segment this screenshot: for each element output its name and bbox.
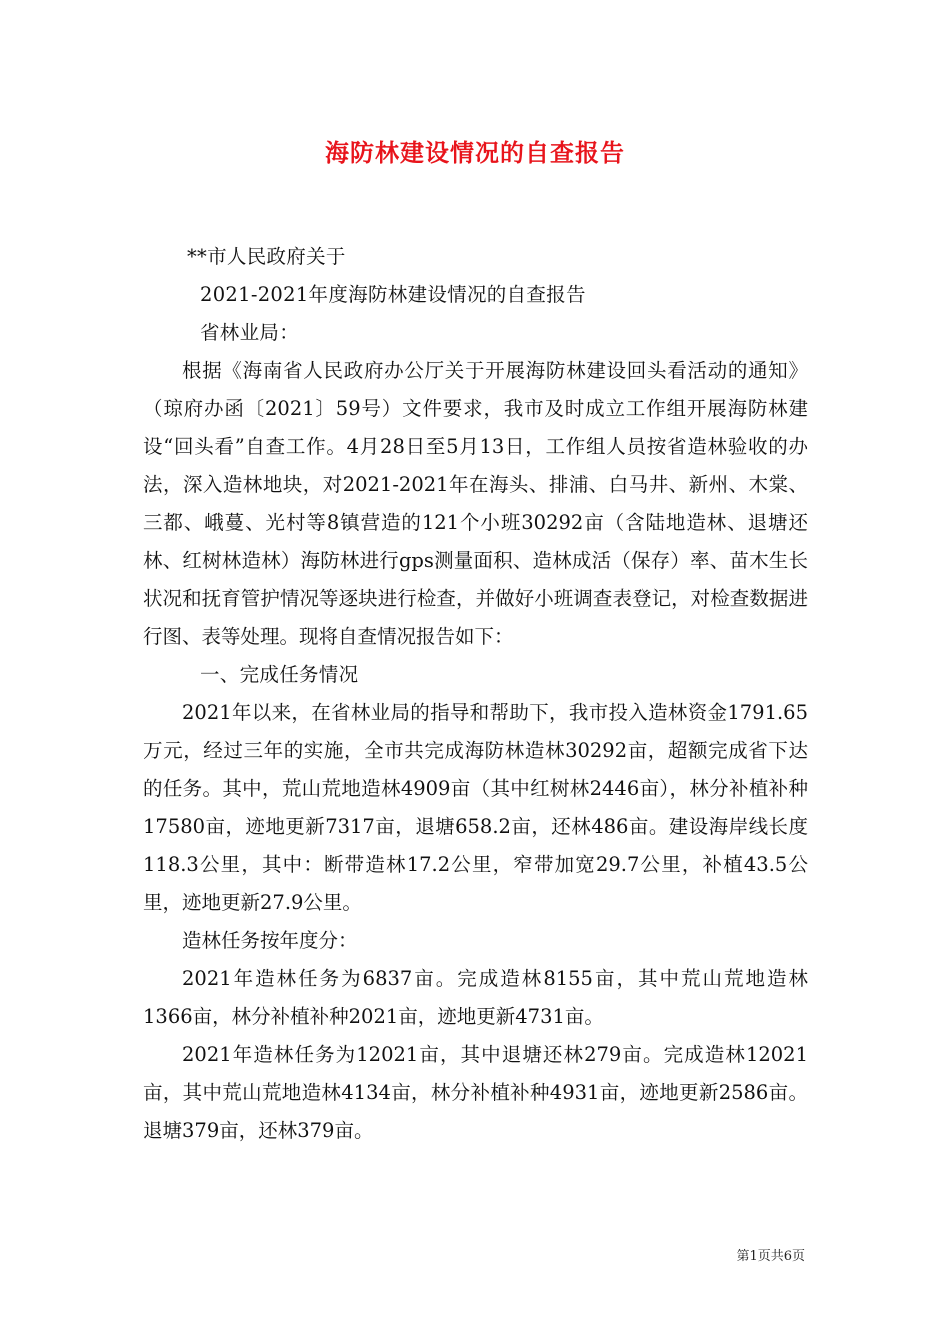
- section-1-paragraph-1: 2021年以来，在省林业局的指导和帮助下，我市投入造林资金1791.65万元，经过三年的实施，全市共完成海防林造林30292亩，超额完成省下达的任务。其中，荒山荒地造林4909亩（其中红树林2446亩），林分补植补种17580亩，迹地更新7317亩，退塘658.2亩，还林486亩。建设海岸线长度118.3公里，其中：断带造林17.2公里，窄带加宽29.7公里，补植43.5公里，迹地更新27.9公里。: [143, 701, 808, 914]
- intro-paragraph: 根据《海南省人民政府办公厅关于开展海防林建设回头看活动的通知》（琼府办函〔2021〕59号）文件要求，我市及时成立工作组开展海防林建设“回头看”自查工作。4月28日至5月13日，工作组人员按省造林验收的办法，深入造林地块，对2021-2021年在海头、排浦、白马井、新州、木棠、三都、峨蔓、光村等8镇营造的121个小班30292亩（含陆地造林、退塘还林、红树林造林）海防林进行gps测量面积、造林成活（保存）率、苗木生长状况和抚育管护情况等逐块进行检查，并做好小班调查表登记，对检查数据进行图、表等处理。现将自查情况报告如下：: [143, 359, 808, 648]
- header-line-2: 2021-2021年度海防林建设情况的自查报告: [200, 283, 586, 306]
- section-1-heading: 一、完成任务情况: [200, 663, 359, 686]
- header-line-1: **市人民政府关于: [187, 245, 346, 268]
- document-title: 海防林建设情况的自查报告: [325, 139, 625, 167]
- section-1-paragraph-4: 2021年造林任务为12021亩，其中退塘还林279亩。完成造林12021亩，其中荒山荒地造林4134亩，林分补植补种4931亩，迹地更新2586亩。退塘379亩，还林379亩。: [143, 1043, 808, 1142]
- recipient: 省林业局：: [200, 321, 300, 344]
- page-number: 第1页共6页: [736, 1249, 805, 1264]
- document-body: [143, 238, 808, 1150]
- section-1-paragraph-2: 造林任务按年度分：: [182, 929, 358, 952]
- section-1-paragraph-3: 2021年造林任务为6837亩。完成造林8155亩，其中荒山荒地造林1366亩，林分补植补种2021亩，迹地更新4731亩。: [143, 967, 808, 1028]
